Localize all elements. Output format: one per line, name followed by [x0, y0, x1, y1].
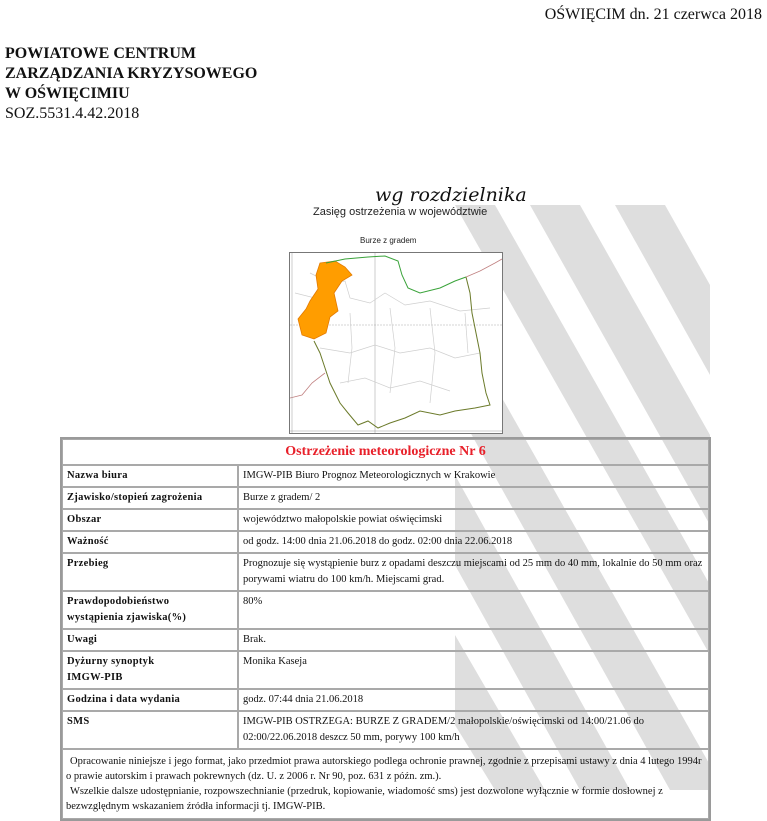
sender-block	[5, 44, 257, 124]
row-value: IMGW-PIB OSTRZEGA: BURZE Z GRADEM/2 małopolskie/oświęcimski od 14:00/21.06 do 02:00/22.06.2018 deszcz 50 mm, porywy 100 km/h	[238, 711, 709, 749]
org-name-line1: POWIATOWE CENTRUM	[5, 45, 196, 62]
row-value: Burze z gradem/ 2	[238, 487, 709, 509]
copyright-notice	[62, 749, 709, 819]
table-row	[62, 651, 709, 689]
warning-table	[60, 437, 711, 821]
row-label	[62, 591, 238, 629]
row-label: Godzina i data wydania	[62, 689, 238, 711]
row-value: Prognozuje się wystąpienie burz z opadami deszczu miejscami od 25 mm do 40 mm, lokalnie do 50 mm oraz porywami wiatru do 100 km/h. Miejscami grad.	[238, 553, 709, 591]
map-subtitle: Burze z gradem	[360, 236, 417, 245]
row-value: godz. 07:44 dnia 21.06.2018	[238, 689, 709, 711]
org-name-line2: ZARZĄDZANIA KRYZYSOWEGO	[5, 65, 258, 82]
org-name-line3: W OŚWIĘCIMIU	[5, 85, 130, 102]
table-row	[62, 487, 709, 509]
warning-title: Ostrzeżenie meteorologiczne Nr 6	[62, 439, 709, 465]
row-label-line1: Prawdopodobieństwo	[67, 596, 170, 607]
table-row	[62, 711, 709, 749]
country-border-northeast	[466, 259, 502, 277]
row-label: Nazwa biura	[62, 465, 238, 487]
table-row	[62, 465, 709, 487]
row-label-line2: IMGW-PIB	[67, 672, 123, 683]
redistribution-paragraph: Wszelkie dalsze udostępnianie, rozpowszechnianie (przedruk, kopiowanie, wiadomość sms) jest dozwolone wyłącznie w formie dosłownej z bezwzględnym wskazaniem źródła informacji tj. IMGW-PIB.	[66, 786, 663, 812]
row-value: IMGW-PIB Biuro Prognoz Meteorologicznych w Krakowie	[238, 465, 709, 487]
table-row	[62, 629, 709, 651]
copyright-paragraph: Opracowanie niniejsze i jego format, jako przedmiot prawa autorskiego podlega ochronie prawnej, zgodnie z przepisami ustawy z dnia 4 lutego 1994r o prawie autorskim i prawach pokrewnych (dz. U. z 2006 r. Nr 90, poz. 631 z późn. zm.).	[66, 756, 702, 782]
row-label: Ważność	[62, 531, 238, 553]
row-label-line1: Dyżurny synoptyk	[67, 656, 155, 667]
row-label: Przebieg	[62, 553, 238, 591]
row-value: województwo małopolskie powiat oświęcimski	[238, 509, 709, 531]
table-row	[62, 591, 709, 629]
row-label: Zjawisko/stopień zagrożenia	[62, 487, 238, 509]
highlighted-county	[298, 261, 352, 339]
map-title: Zasięg ostrzeżenia w województwie	[313, 206, 488, 218]
row-label: Uwagi	[62, 629, 238, 651]
country-border-southwest	[290, 373, 325, 398]
warning-area-map	[289, 252, 503, 434]
row-value: 80%	[238, 591, 709, 629]
table-row	[62, 553, 709, 591]
row-label: Obszar	[62, 509, 238, 531]
table-row	[62, 531, 709, 553]
distribution-note: wg rozdzielnika	[375, 184, 527, 206]
reference-number: SOZ.5531.4.42.2018	[5, 105, 140, 122]
row-label-line2: wystąpienia zjawiska(%)	[67, 612, 187, 623]
row-value: Brak.	[238, 629, 709, 651]
row-label	[62, 651, 238, 689]
table-row	[62, 689, 709, 711]
table-row	[62, 509, 709, 531]
row-label: SMS	[62, 711, 238, 749]
table-row	[62, 749, 709, 819]
row-value: Monika Kaseja	[238, 651, 709, 689]
row-value: od godz. 14:00 dnia 21.06.2018 do godz. 02:00 dnia 22.06.2018	[238, 531, 709, 553]
document-date: OŚWIĘCIM dn. 21 czerwca 2018	[544, 6, 762, 23]
